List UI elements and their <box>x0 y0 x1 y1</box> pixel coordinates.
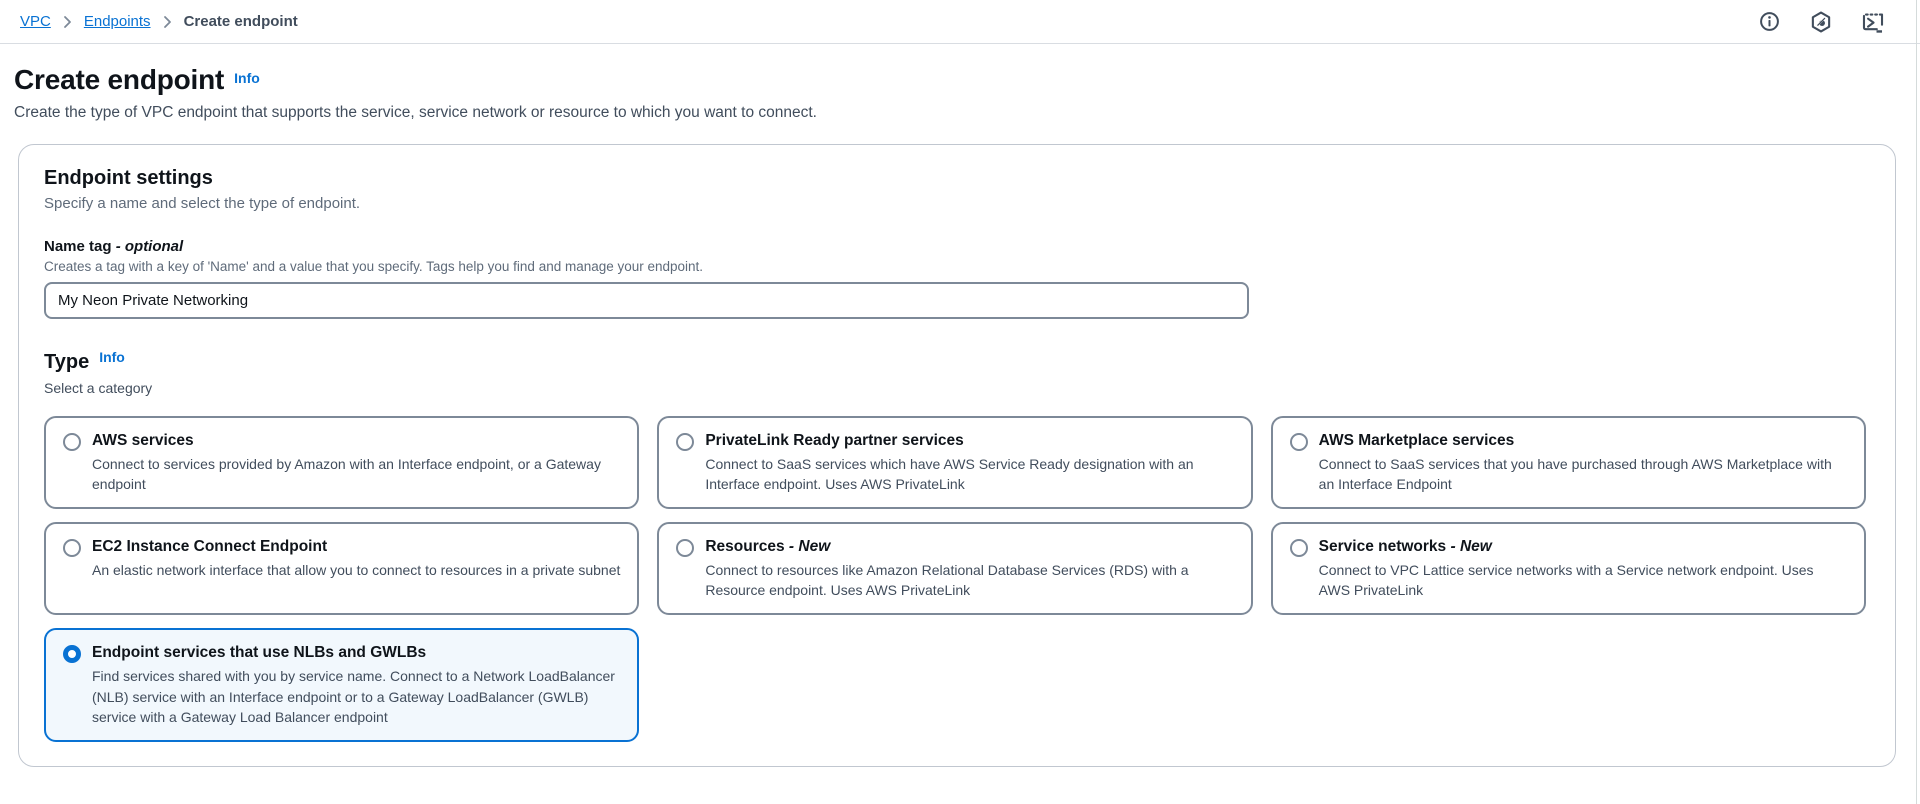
breadcrumb-link-vpc[interactable]: VPC <box>20 13 51 30</box>
radio-icon[interactable] <box>1290 539 1308 557</box>
name-tag-input[interactable] <box>44 282 1249 319</box>
type-section-heading <box>44 349 1871 396</box>
endpoint-settings-card <box>18 144 1896 767</box>
type-info-link[interactable]: Info <box>99 349 125 365</box>
tile-description: An elastic network interface that allow you to connect to resources in a private subnet <box>92 562 621 579</box>
tile-description: Connect to services provided by Amazon with an Interface endpoint, or a Gateway endpoint <box>92 456 601 493</box>
tile-title: AWS Marketplace services <box>1318 432 1515 449</box>
tile-description: Connect to SaaS services which have AWS Service Ready designation with an Interface endpoint. Uses AWS PrivateLink <box>705 456 1194 493</box>
tile-privatelink-ready-partner-services[interactable] <box>657 416 1252 509</box>
tile-aws-services[interactable] <box>44 416 639 509</box>
info-icon[interactable] <box>1759 11 1780 32</box>
breadcrumb-separator-icon <box>163 15 172 29</box>
breadcrumb-bar <box>0 0 1920 44</box>
name-tag-optional-label: - optional <box>115 238 184 255</box>
topbar-panel-toggles <box>1759 11 1896 33</box>
radio-icon[interactable] <box>63 433 81 451</box>
breadcrumb <box>20 13 298 30</box>
tile-ec2-instance-connect-endpoint[interactable] <box>44 522 639 615</box>
tile-description: Connect to resources like Amazon Relational Database Services (RDS) with a Resource endpoint. Uses AWS PrivateLink <box>705 562 1189 599</box>
type-subheading: Select a category <box>44 380 153 396</box>
radio-icon[interactable] <box>63 539 81 557</box>
tile-description: Find services shared with you by service name. Connect to a Network LoadBalancer (NLB) service with an Interface endpoint or to a Gateway LoadBalancer (GWLB) service with a Gateway Load Balancer endpoint <box>92 668 615 725</box>
tile-endpoint-services-nlb-gwlb[interactable] <box>44 628 639 741</box>
tile-description: Connect to SaaS services that you have purchased through AWS Marketplace with an Interface Endpoint <box>1318 456 1832 493</box>
breadcrumb-separator-icon <box>63 15 72 29</box>
tile-resources[interactable] <box>657 522 1252 615</box>
endpoint-settings-description: Specify a name and select the type of endpoint. <box>44 195 361 212</box>
tile-title: PrivateLink Ready partner services <box>705 432 964 449</box>
radio-icon[interactable] <box>676 539 694 557</box>
page-title: Create endpoint <box>14 64 225 95</box>
tile-title: Service networks - New <box>1318 538 1492 556</box>
page-header <box>0 44 1920 122</box>
radio-icon[interactable] <box>676 433 694 451</box>
tile-description: Connect to VPC Lattice service networks with a Service network endpoint. Uses AWS PrivateLink <box>1318 562 1814 599</box>
radio-icon[interactable] <box>63 645 81 663</box>
tile-title: EC2 Instance Connect Endpoint <box>92 538 328 556</box>
type-heading: Type <box>44 351 90 373</box>
page-description: Create the type of VPC endpoint that supports the service, service network or resource to which you want to connect. <box>14 104 817 121</box>
tile-title: Endpoint services that use NLBs and GWLBs <box>92 644 427 662</box>
tile-title: AWS services <box>92 432 194 449</box>
cloudshell-icon[interactable] <box>1862 11 1884 33</box>
type-tiles-grid <box>44 416 1866 742</box>
name-tag-label: Name tag - optional <box>44 238 184 255</box>
tile-title: Resources - New <box>705 538 831 556</box>
tile-aws-marketplace-services[interactable] <box>1271 416 1866 509</box>
breadcrumb-link-endpoints[interactable]: Endpoints <box>83 13 151 30</box>
amazon-q-icon[interactable] <box>1810 11 1832 33</box>
page-title-info-link[interactable]: Info <box>234 70 260 86</box>
endpoint-settings-heading: Endpoint settings <box>44 167 213 189</box>
tile-service-networks[interactable] <box>1271 522 1866 615</box>
side-panel-divider <box>1916 0 1917 804</box>
name-tag-help-text: Creates a tag with a key of 'Name' and a value that you specify. Tags help you find and manage your endpoint. <box>44 259 704 274</box>
radio-icon[interactable] <box>1290 433 1308 451</box>
breadcrumb-current-page: Create endpoint <box>183 13 298 30</box>
